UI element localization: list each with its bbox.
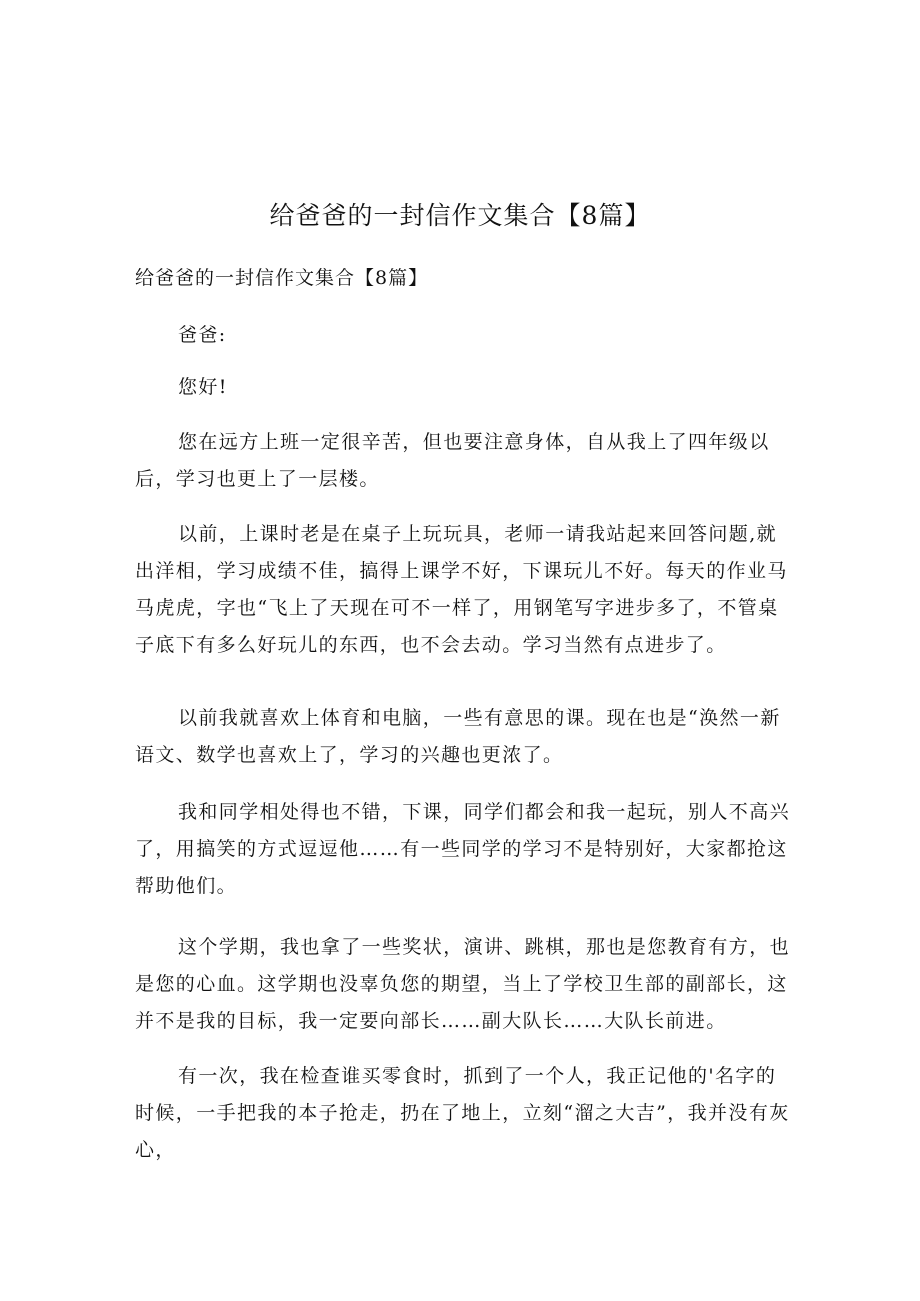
body-paragraph: 有一次，我在检查谁买零食时，抓到了一个人，我正记他的'名字的时候，一手把我的本子抢走，扔在了地上，立刻“溜之大吉”，我并没有灰心， [135,1065,790,1161]
body-paragraph: 这个学期，我也拿了一些奖状，演讲、跳棋，那也是您教育有方，也是您的心血。这学期也没辜负您的期望，当上了学校卫生部的副部长，这并不是我的目标，我一定要向部长……副大队长……大队长前进。 [135,936,791,1032]
document-subtitle: 给爸爸的一封信作文集合【8篇】 [135,267,429,289]
letter-greeting: 爸爸: [178,324,227,346]
body-paragraph: 以前，上课时老是在桌子上玩玩具，老师一请我站起来回答问题,就出洋相，学习成绩不佳，搞得上课学不好，下课玩儿不好。每天的作业马马虎虎，字也“飞上了天现在可不一样了，用钢笔写字进步多了，不管桌子底下有多么好玩儿的东西，也不会去动。学习当然有点进步了。 [135,523,788,656]
letter-salutation: 您好! [178,376,228,398]
body-paragraph: 以前我就喜欢上体育和电脑，一些有意思的课。现在也是“涣然一新语文、数学也喜欢上了，学习的兴趣也更浓了。 [135,707,781,766]
body-paragraph: 我和同学相处得也不错，下课，同学们都会和我一起玩，别人不高兴了，用搞笑的方式逗逗他……有一些同学的学习不是特别好，大家都抢这帮助他们。 [135,801,791,897]
document-title: 给爸爸的一封信作文集合【8篇】 [269,201,651,230]
body-paragraph: 您在远方上班一定很辛苦，但也要注意身体，自从我上了四年级以后，学习也更上了一层楼。 [135,431,770,490]
